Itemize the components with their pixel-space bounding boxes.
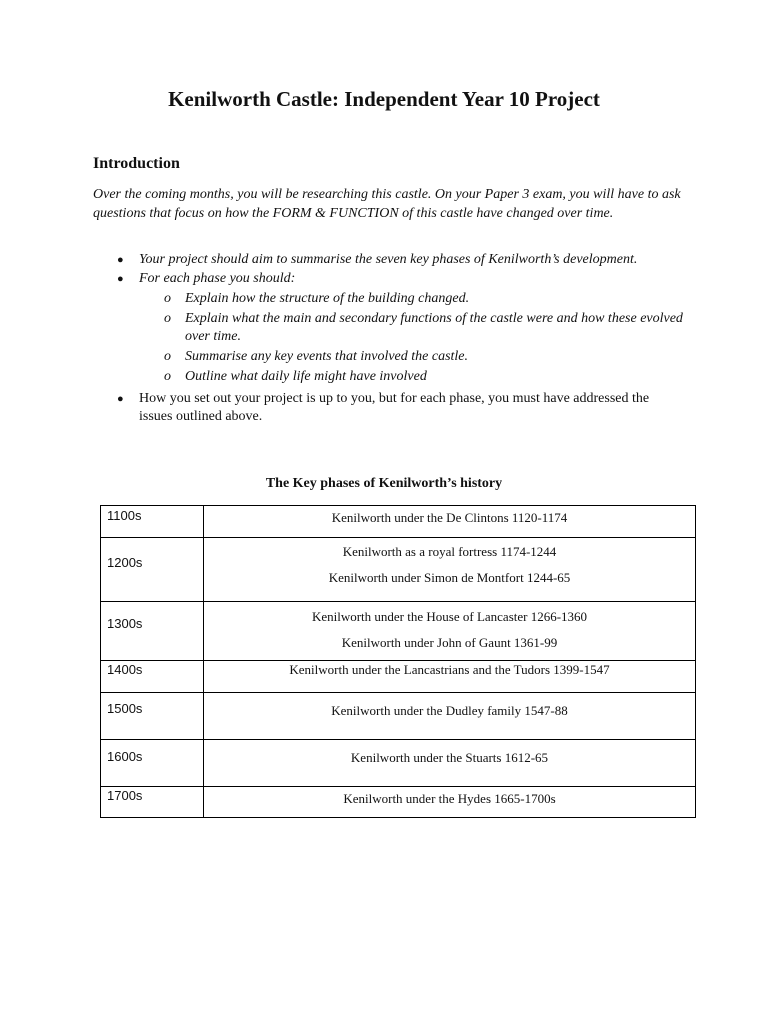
table-row (101, 661, 696, 693)
phase-cell (204, 693, 696, 740)
century-cell: 1500s (101, 693, 204, 740)
document-title: Kenilworth Castle: Independent Year 10 Project (168, 87, 600, 111)
phase-text: Kenilworth as a royal fortress 1174-1244 (342, 544, 557, 559)
phase-text: Kenilworth under the De Clintons 1120-1174 (331, 510, 568, 525)
bullet-icon: ● (117, 254, 124, 266)
circle-bullet-icon: o (164, 311, 171, 326)
introduction-paragraph: Over the coming months, you will be researching this castle. On your Paper 3 exam, you will have to ask questions that focus on how the FORM & FUNCTION of this castle have changed over time. (93, 187, 681, 221)
bullet-text: For each phase you should: (139, 271, 296, 286)
phase-cell (204, 787, 696, 818)
sub-list (139, 290, 683, 386)
phase-text: Kenilworth under Simon de Montfort 1244-65 (328, 570, 571, 585)
phase-cell (204, 740, 696, 787)
bullet-text: Your project should aim to summarise the seven key phases of Kenilworth’s development. (139, 252, 638, 267)
phase-text: Kenilworth under the Stuarts 1612-65 (350, 750, 549, 765)
table-row (101, 506, 696, 538)
sub-list-item (139, 368, 683, 386)
phase-text: Kenilworth under the House of Lancaster 1266-1360 (311, 609, 588, 624)
century-cell: 1600s (101, 740, 204, 787)
table-row (101, 740, 696, 787)
sub-list-item (139, 290, 683, 308)
table-row (101, 602, 696, 661)
century-cell: 1700s (101, 787, 204, 818)
phases-table (100, 505, 696, 818)
instruction-list (93, 251, 683, 426)
sub-list-item (139, 310, 683, 346)
table-row (101, 538, 696, 602)
phase-cell (204, 661, 696, 693)
bullet-text: How you set out your project is up to you, but for each phase, you must have addressed the issues outlined above. (139, 391, 650, 424)
phase-text: Kenilworth under John of Gaunt 1361-99 (341, 635, 558, 650)
phase-text: Kenilworth under the Lancastrians and the Tudors 1399-1547 (289, 662, 610, 677)
sub-bullet-text: Explain what the main and secondary functions of the castle were and how these evolved over time. (185, 311, 683, 344)
phase-text: Kenilworth under the Hydes 1665-1700s (343, 791, 556, 806)
list-item (93, 390, 683, 426)
sub-bullet-text: Explain how the structure of the building changed. (185, 291, 470, 306)
century-cell: 1300s (101, 602, 204, 661)
circle-bullet-icon: o (164, 369, 171, 384)
circle-bullet-icon: o (164, 349, 171, 364)
list-item (93, 270, 683, 386)
table-row (101, 787, 696, 818)
circle-bullet-icon: o (164, 291, 171, 306)
phase-text: Kenilworth under the Dudley family 1547-88 (331, 703, 568, 718)
century-cell: 1200s (101, 538, 204, 602)
list-item (93, 251, 683, 269)
sub-bullet-text: Outline what daily life might have involved (185, 369, 427, 384)
introduction-heading: Introduction (93, 155, 180, 172)
table-row (101, 693, 696, 740)
bullet-icon: ● (117, 273, 124, 285)
bullet-icon: ● (117, 393, 124, 405)
century-cell: 1100s (101, 506, 204, 538)
phase-cell (204, 506, 696, 538)
table-caption: The Key phases of Kenilworth’s history (265, 476, 503, 491)
phase-cell (204, 538, 696, 602)
sub-list-item (139, 348, 683, 366)
century-cell: 1400s (101, 661, 204, 693)
sub-bullet-text: Summarise any key events that involved the castle. (185, 349, 469, 364)
phase-cell (204, 602, 696, 661)
